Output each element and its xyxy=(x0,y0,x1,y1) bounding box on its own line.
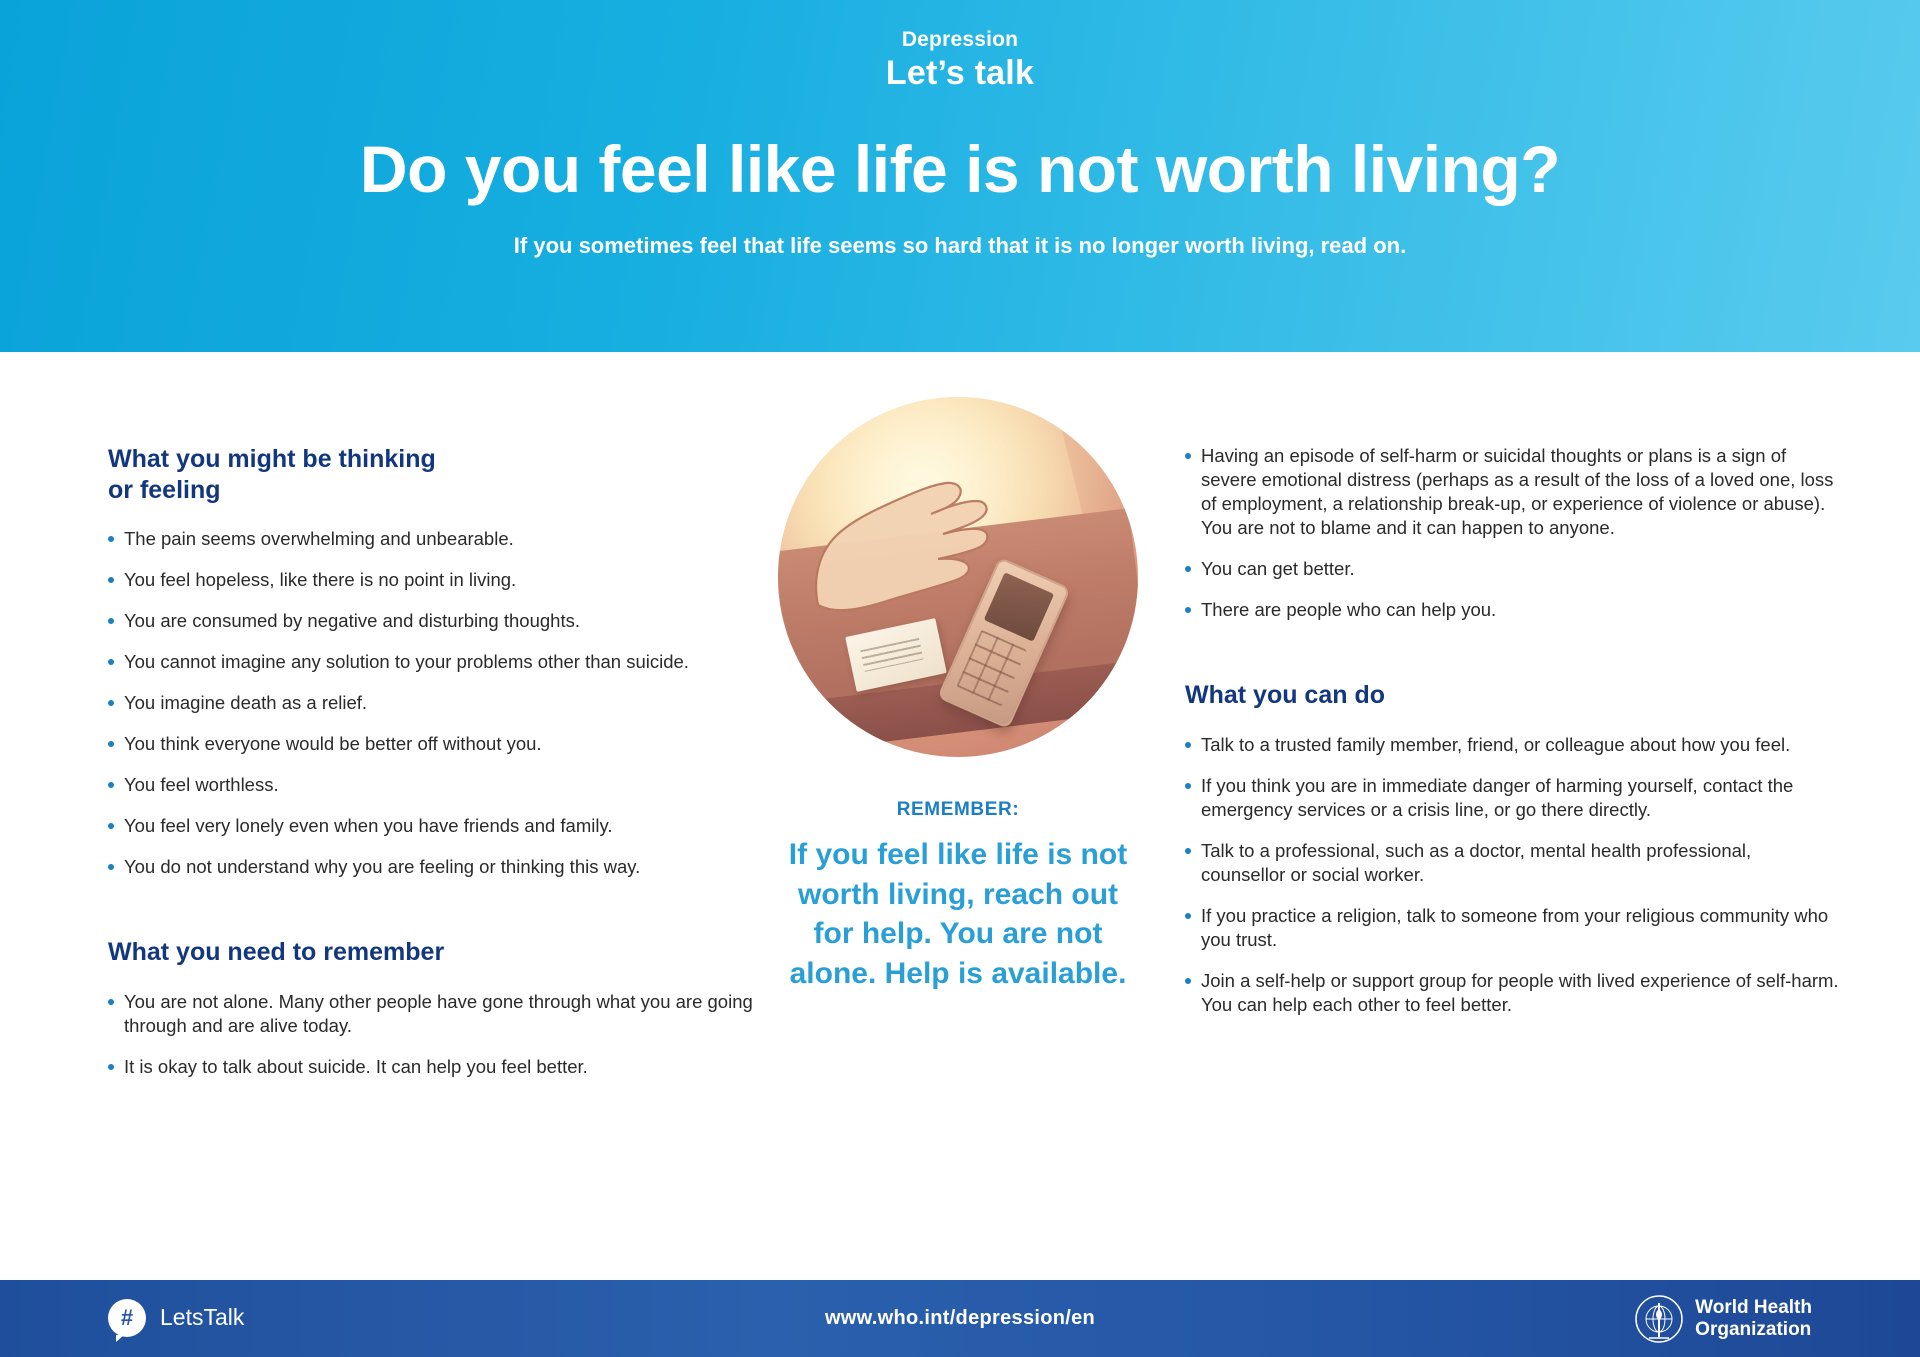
center-column xyxy=(778,397,1138,993)
list-item: You feel very lonely even when you have friends and family. xyxy=(108,814,768,838)
poster-header xyxy=(0,0,1920,352)
page-subtitle: If you sometimes feel that life seems so hard that it is no longer worth living, read on. xyxy=(513,232,1407,258)
list-item: Join a self-help or support group for people with lived experience of self-harm. You can help each other to feel better. xyxy=(1185,969,1840,1017)
need-to-remember-list xyxy=(108,990,768,1079)
page-title: Do you feel like life is not worth living? xyxy=(359,132,1561,207)
remember-message: If you feel like life is not worth living, reach out for help. You are not alone. Help is available. xyxy=(788,838,1128,990)
section-title-thinking-feeling xyxy=(108,444,768,505)
brand-lets-talk: Let’s talk xyxy=(885,54,1035,93)
list-item: If you think you are in immediate danger of harming yourself, contact the emergency services or a crisis line, or go there directly. xyxy=(1185,774,1840,822)
poster-footer xyxy=(0,1280,1920,1357)
list-item: Having an episode of self-harm or suicidal thoughts or plans is a sign of severe emotional distress (perhaps as a result of the loss of a loved one, loss of employment, a relationship break-up, or experience of violence or abuse). You are not to blame and it can happen to anyone. xyxy=(1185,444,1840,540)
section-title-what-you-can-do: What you can do xyxy=(1185,681,1385,710)
footer-url[interactable]: www.who.int/depression/en xyxy=(824,1307,1096,1329)
list-item: You can get better. xyxy=(1185,557,1840,581)
list-item: Talk to a trusted family member, friend, or colleague about how you feel. xyxy=(1185,733,1840,757)
who-organization-name xyxy=(1695,1297,1812,1342)
list-item: It is okay to talk about suicide. It can help you feel better. xyxy=(108,1055,768,1079)
section-title-line1: What you might be thinking xyxy=(108,445,436,473)
list-item: You do not understand why you are feeling or thinking this way. xyxy=(108,855,768,879)
list-item: There are people who can help you. xyxy=(1185,598,1840,622)
hashtag-speech-bubble-icon: # xyxy=(108,1299,146,1337)
section-title-need-to-remember: What you need to remember xyxy=(108,938,445,967)
list-item: The pain seems overwhelming and unbearable. xyxy=(108,527,768,551)
who-name-line1: World Health xyxy=(1695,1296,1812,1318)
poster-body xyxy=(0,352,1920,1280)
brand-depression: Depression xyxy=(901,28,1019,51)
phone-keypad-decoration xyxy=(956,630,1027,707)
hashtag-label: LetsTalk xyxy=(160,1304,245,1330)
list-item: You are consumed by negative and disturbing thoughts. xyxy=(108,609,768,633)
hand-icon xyxy=(800,455,1010,620)
remember-label: REMEMBER: xyxy=(896,799,1020,820)
list-item: If you practice a religion, talk to someone from your religious community who you trust. xyxy=(1185,904,1840,952)
list-item: Talk to a professional, such as a doctor, mental health professional, counsellor or social worker. xyxy=(1185,839,1840,887)
left-column xyxy=(108,444,768,1096)
list-item: You feel hopeless, like there is no point in living. xyxy=(108,568,768,592)
facts-list xyxy=(1185,444,1840,622)
list-item: You imagine death as a relief. xyxy=(108,691,768,715)
section-title-line2: or feeling xyxy=(108,475,221,504)
what-you-can-do-list xyxy=(1185,733,1840,1017)
who-name-line2: Organization xyxy=(1695,1319,1812,1340)
list-item: You feel worthless. xyxy=(108,773,768,797)
hand-reaching-for-phone-illustration xyxy=(778,397,1138,757)
list-item: You are not alone. Many other people have gone through what you are going through and are alive today. xyxy=(108,990,768,1038)
who-logo xyxy=(1634,1294,1812,1344)
list-item: You think everyone would be better off without you. xyxy=(108,732,768,756)
list-item: You cannot imagine any solution to your problems other than suicide. xyxy=(108,650,768,674)
right-column xyxy=(1185,444,1840,1034)
thinking-feeling-list xyxy=(108,527,768,879)
who-emblem-icon xyxy=(1634,1294,1684,1344)
